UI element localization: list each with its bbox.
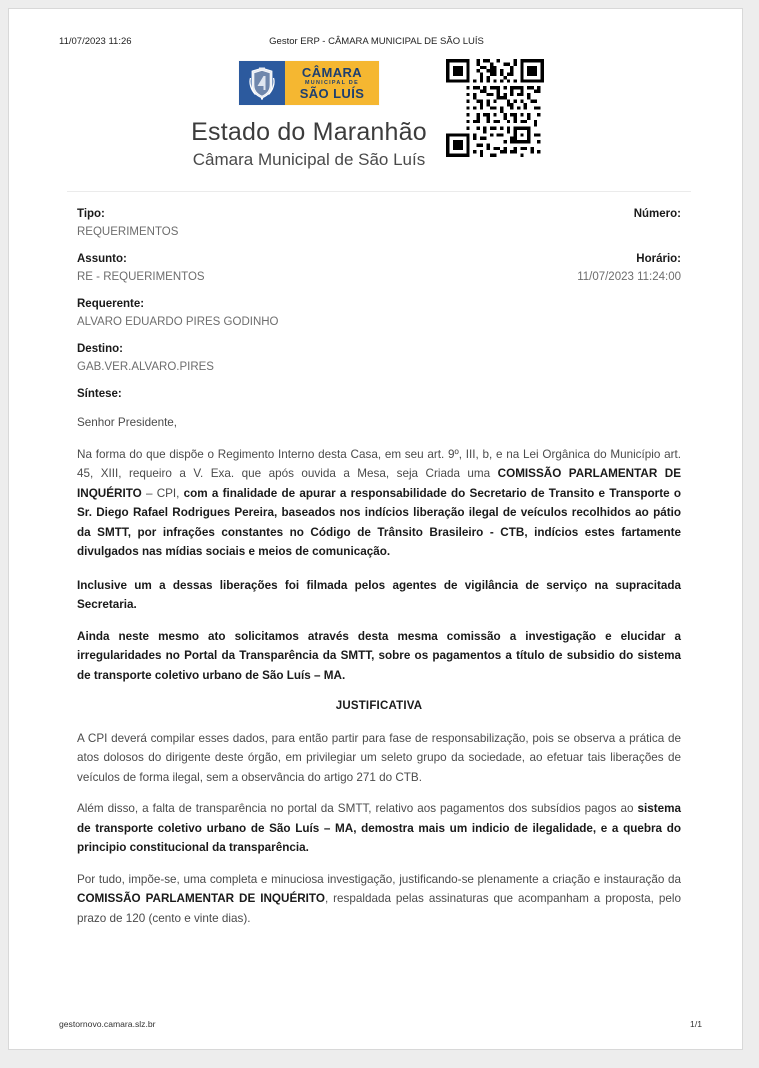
horario-value: 11/07/2023 11:24:00 (577, 271, 681, 283)
logo-crest-panel (239, 61, 285, 105)
logo-name-panel (285, 61, 379, 105)
tipo-value: REQUERIMENTOS (77, 226, 179, 238)
paragraph-transparency-request: Ainda neste mesmo ato solicitamos através desta mesma comissão a investigação e elucidar a irregularidades no Portal da Transparência da SMTT, sobre os pagamentos a título de subsidio do sistema de transporte coletivo urbano de São Luís – MA. (77, 629, 681, 682)
print-footer (9, 1017, 743, 1031)
request-text-part2: – CPI, (141, 486, 184, 500)
salutation-text: Senhor Presidente, (77, 416, 178, 429)
metadata-row-requerente (77, 296, 681, 331)
requerente-label: Requerente: (77, 298, 145, 310)
paragraph-justification-1: A CPI deverá compilar esses dados, para então partir para fase de responsabilização, pois se observa a prática de atos dolosos do dirigente deste órgão, em privilegiar um seleto grupo da sociedade, ao efetuar tais liberações de veículos de forma ilegal, sem a observância do artigo 271 do CTB. (77, 731, 681, 784)
paragraph-request (77, 445, 681, 562)
metadata-row-assunto-horario (77, 251, 681, 286)
metadata-row-destino (77, 341, 681, 376)
conclusion-bold-cpi: COMISSÃO PARLAMENTAR DE INQUÉRITO (77, 892, 325, 905)
paragraph-justification-2 (77, 799, 681, 858)
horario-label: Horário: (636, 253, 681, 265)
metadata-row-sintese (77, 386, 681, 403)
justificativa-heading: JUSTIFICATIVA (335, 700, 423, 712)
requerente-value: ALVARO EDUARDO PIRES GODINHO (77, 316, 279, 328)
paragraph-conclusion (77, 870, 681, 929)
paragraph-filming: Inclusive um a dessas liberações foi filmada pelos agentes de vigilância de serviço na supracitada Secretaria. (77, 578, 681, 611)
page-subtitle: Câmara Municipal de São Luís (192, 150, 426, 169)
logo-line-sao-luis: SÃO LUÍS (299, 86, 365, 101)
justification2-bold: sistema de transporte coletivo urbano de São Luís – MA, demostra mais um indicio de ilegalidade, e a quebra do principio constitucional da transparência. (77, 802, 681, 854)
conclusion-text-part1: Por tudo, impõe-se, uma completa e minuciosa investigação, justificando-se plenamente a criação e instauração da (77, 872, 681, 886)
tipo-label: Tipo: (77, 208, 105, 220)
request-bold-cpi: COMISSÃO PARLAMENTAR DE INQUÉRITO (77, 467, 681, 500)
request-text-part1: Na forma do que dispõe o Regimento Interno desta Casa, em seu art. 9º, III, b, e na Lei Orgânica do Município art. 45, XIII, requeiro a V. Exa. que após ouvida a Mesa, seja Criada uma (77, 447, 681, 480)
document-masthead (59, 51, 699, 179)
print-header-datetime: 11/07/2023 11:26 (59, 36, 132, 47)
print-footer-url: gestornovo.camara.slz.br (59, 1019, 156, 1029)
document-metadata (59, 206, 699, 403)
coat-of-arms-icon (247, 66, 277, 100)
numero-label: Número: (633, 208, 681, 220)
print-header-title: Gestor ERP - CÂMARA MUNICIPAL DE SÃO LUÍS (269, 36, 484, 47)
conclusion-text-part2: , respaldada pelas assinaturas que acompanham a proposta, pelo prazo de 120 (cento e vinte dias). (77, 892, 681, 925)
print-footer-pagenum: 1/1 (690, 1019, 702, 1029)
header-divider (67, 191, 691, 192)
page-title: Estado do Maranhão (191, 118, 427, 146)
sintese-content (59, 413, 699, 928)
destino-label: Destino: (77, 343, 123, 355)
document-body (59, 51, 699, 940)
assunto-label: Assunto: (77, 253, 127, 265)
metadata-row-tipo-numero (77, 206, 681, 241)
logo-line-camara: CÂMARA (301, 65, 363, 80)
print-header (9, 35, 743, 49)
sintese-label: Síntese: (77, 388, 122, 400)
justification2-text-part1: Além disso, a falta de transparência no portal da SMTT, relativo aos pagamentos dos subsídios pagos ao (77, 802, 638, 815)
destino-value: GAB.VER.ALVARO.PIRES (77, 361, 214, 373)
printed-page-sheet (8, 8, 743, 1050)
assunto-value: RE - REQUERIMENTOS (77, 271, 205, 283)
logo-line-municipal-de: MUNICIPAL DE (304, 80, 360, 86)
request-bold-purpose: com a finalidade de apurar a responsabilidade do Secretario de Transito e Transporte o Sr. Diego Rafael Rodrigues Pereira, baseados nos indícios liberação ilegal de veículos recolhidos ao pátio da SMTT, por infrações constantes no Código de Trânsito Brasileiro - CTB, indícios estes fartamente divulgados nas mídias sociais e meios de comunicação. (77, 486, 681, 558)
camara-logo (239, 61, 379, 105)
paragraph-salutation (77, 413, 681, 433)
